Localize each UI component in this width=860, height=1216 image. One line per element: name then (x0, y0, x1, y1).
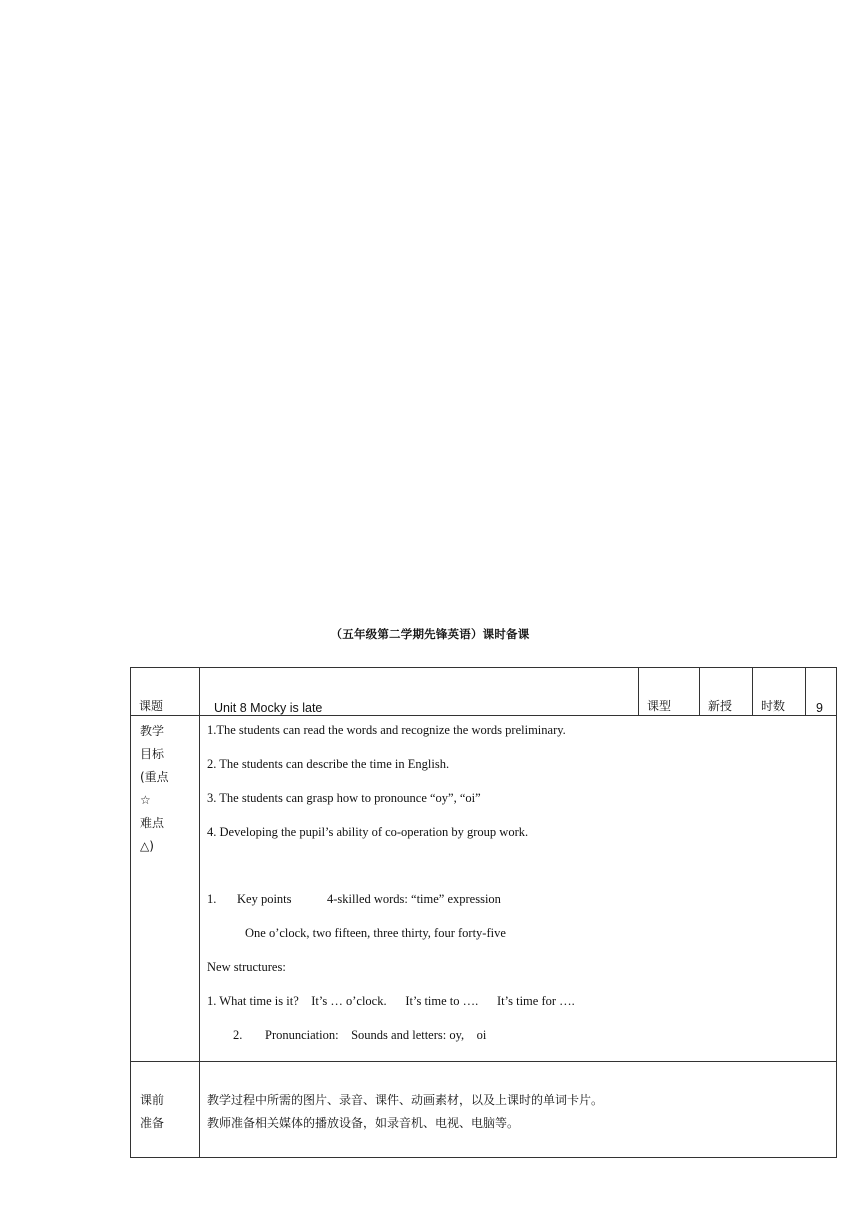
prep-row (131, 1062, 837, 1158)
pronunciation-line (207, 1027, 836, 1061)
lesson-plan-table (130, 667, 837, 1158)
key-points-examples: One o’clock, two fifteen, three thirty, four forty-five (245, 926, 506, 940)
goals-label-line: ☆ (140, 793, 151, 807)
objective-item: 3. The students can grasp how to pronounce “oy”, “oi” (207, 791, 481, 805)
goals-row (131, 716, 837, 1062)
unit-title: Unit 8 Mocky is late (200, 668, 639, 716)
goals-label-line: 难点 (140, 816, 165, 830)
prep-label (131, 1062, 200, 1158)
goals-content (200, 716, 837, 1062)
prep-line: 教师准备相关媒体的播放设备，如录音机、电视、电脑等。 (207, 1116, 520, 1130)
key-points-line (207, 891, 836, 925)
goals-label-line: (重点 (140, 770, 169, 784)
objective-item: 1.The students can read the words and recognize the words preliminary. (207, 723, 566, 737)
pronunciation-number: 2. (233, 1028, 243, 1042)
prep-label-line: 准备 (140, 1116, 165, 1130)
goals-label (131, 716, 200, 1062)
objective-item: 2. The students can describe the time in English. (207, 757, 450, 771)
structures-list: 1. What time is it? It’s … o’clock. It’s time to …. It’s time for …. (207, 994, 575, 1008)
topic-label: 课题 (131, 668, 200, 716)
prep-content (200, 1062, 837, 1158)
structures-label: New structures: (207, 960, 286, 974)
prep-line: 教学过程中所需的图片、录音、课件、动画素材，以及上课时的单词卡片。 (207, 1093, 604, 1107)
key-points-title: Key points (237, 892, 292, 906)
header-row (131, 668, 837, 716)
prep-label-line: 课前 (140, 1093, 165, 1107)
hours-label: 时数 (753, 668, 806, 716)
goals-label-line: 目标 (140, 747, 165, 761)
type-label: 课型 (639, 668, 700, 716)
key-points-number: 1. (207, 892, 217, 906)
goals-label-line: 教学 (140, 724, 165, 738)
goals-label-line: △) (140, 839, 154, 853)
pronunciation-text: Pronunciation: Sounds and letters: oy, oi (265, 1028, 487, 1042)
type-value: 新授 (700, 668, 753, 716)
objective-item: 4. Developing the pupil’s ability of co-operation by group work. (207, 825, 529, 839)
page-title: （五年级第二学期先锋英语）课时备课 (330, 627, 530, 641)
hours-value: 9 (806, 668, 837, 716)
key-points-desc: 4-skilled words: “time” expression (327, 892, 501, 906)
